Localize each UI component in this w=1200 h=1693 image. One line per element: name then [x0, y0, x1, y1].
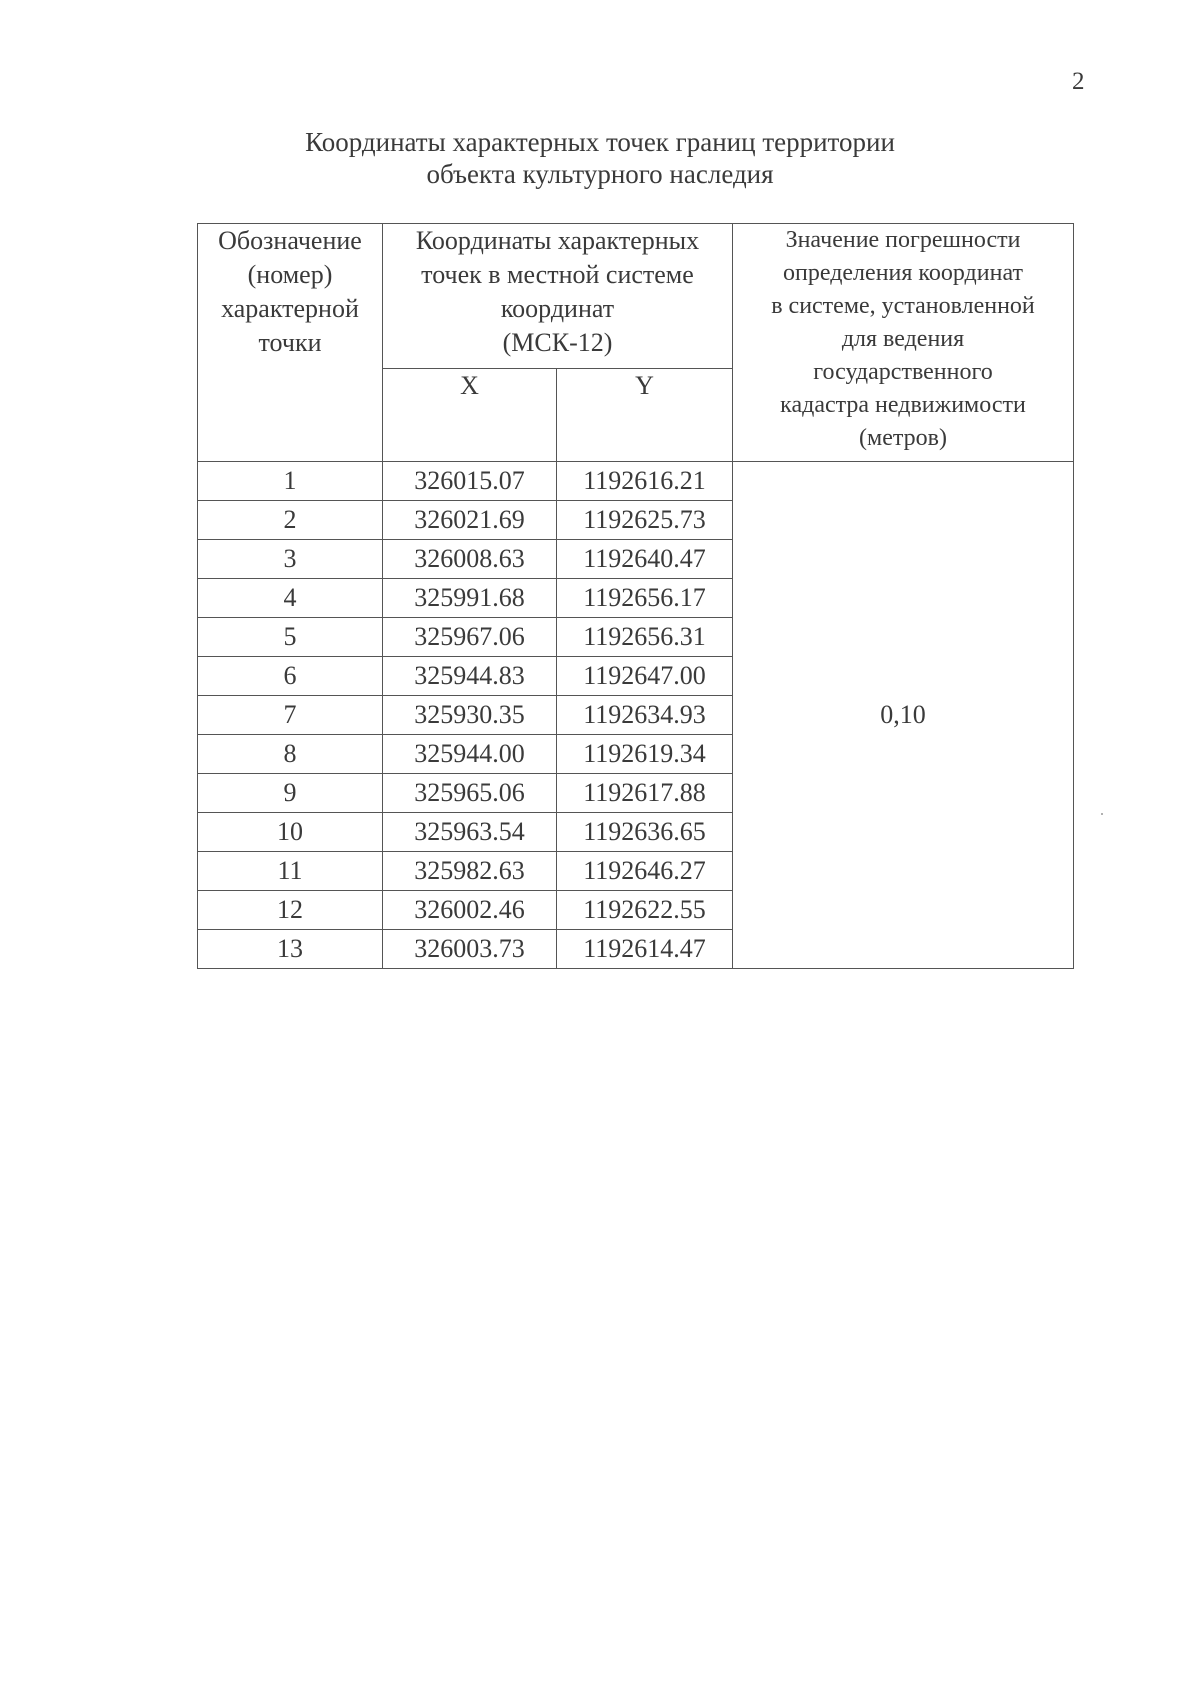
y-coordinate-cell: 1192647.00	[557, 657, 733, 696]
x-coordinate-cell: 326015.07	[383, 462, 557, 501]
y-coordinate-cell: 1192619.34	[557, 735, 733, 774]
x-coordinate-cell: 326021.69	[383, 501, 557, 540]
error-value-cell: 0,10	[733, 462, 1074, 969]
point-number-cell: 7	[198, 696, 383, 735]
document-title	[0, 126, 1200, 190]
header-line: точек в местной системе	[421, 260, 694, 289]
header-coordinates	[383, 224, 733, 369]
table-body	[198, 462, 1074, 969]
x-coordinate-cell: 325982.63	[383, 852, 557, 891]
header-line: точки	[258, 328, 322, 357]
title-line-2: объекта культурного наследия	[426, 159, 774, 189]
point-number-cell: 5	[198, 618, 383, 657]
header-line: Значение погрешности	[785, 227, 1021, 253]
point-number-cell: 10	[198, 813, 383, 852]
y-coordinate-cell: 1192614.47	[557, 930, 733, 969]
header-line: кадастра недвижимости	[780, 392, 1026, 418]
x-coordinate-cell: 325930.35	[383, 696, 557, 735]
y-coordinate-cell: 1192640.47	[557, 540, 733, 579]
y-coordinate-cell: 1192636.65	[557, 813, 733, 852]
header-error-value	[733, 224, 1074, 462]
header-line: в системе, установленной	[771, 293, 1035, 319]
point-number-cell: 8	[198, 735, 383, 774]
header-line: (метров)	[859, 425, 947, 451]
header-line: Координаты характерных	[415, 226, 700, 255]
header-line: (номер)	[247, 260, 333, 289]
y-coordinate-cell: 1192625.73	[557, 501, 733, 540]
x-coordinate-cell: 326003.73	[383, 930, 557, 969]
header-line: (МСК-12)	[502, 328, 613, 357]
x-coordinate-cell: 325963.54	[383, 813, 557, 852]
y-coordinate-cell: 1192646.27	[557, 852, 733, 891]
header-line: для ведения	[841, 326, 965, 352]
header-line: характерной	[221, 294, 359, 323]
header-x: X	[383, 369, 557, 462]
x-coordinate-cell: 325944.00	[383, 735, 557, 774]
y-coordinate-cell: 1192617.88	[557, 774, 733, 813]
header-y: Y	[557, 369, 733, 462]
point-number-cell: 13	[198, 930, 383, 969]
header-line: Обозначение	[218, 226, 362, 255]
scan-speck	[1101, 813, 1103, 815]
x-coordinate-cell: 326008.63	[383, 540, 557, 579]
point-number-cell: 12	[198, 891, 383, 930]
header-line: государственного	[813, 359, 993, 385]
y-coordinate-cell: 1192656.17	[557, 579, 733, 618]
header-line: определения координат	[783, 260, 1023, 286]
header-point-designation	[198, 224, 383, 462]
page-number: 2	[1072, 68, 1085, 95]
header-line: координат	[500, 294, 615, 323]
point-number-cell: 11	[198, 852, 383, 891]
x-coordinate-cell: 325991.68	[383, 579, 557, 618]
point-number-cell: 9	[198, 774, 383, 813]
coordinates-table	[197, 223, 1074, 969]
x-coordinate-cell: 325944.83	[383, 657, 557, 696]
point-number-cell: 6	[198, 657, 383, 696]
y-coordinate-cell: 1192622.55	[557, 891, 733, 930]
point-number-cell: 2	[198, 501, 383, 540]
y-coordinate-cell: 1192656.31	[557, 618, 733, 657]
x-coordinate-cell: 325967.06	[383, 618, 557, 657]
x-coordinate-cell: 325965.06	[383, 774, 557, 813]
point-number-cell: 3	[198, 540, 383, 579]
title-line-1: Координаты характерных точек границ территории	[305, 127, 895, 157]
y-coordinate-cell: 1192616.21	[557, 462, 733, 501]
point-number-cell: 4	[198, 579, 383, 618]
table-row	[198, 462, 1074, 501]
point-number-cell: 1	[198, 462, 383, 501]
y-coordinate-cell: 1192634.93	[557, 696, 733, 735]
x-coordinate-cell: 326002.46	[383, 891, 557, 930]
